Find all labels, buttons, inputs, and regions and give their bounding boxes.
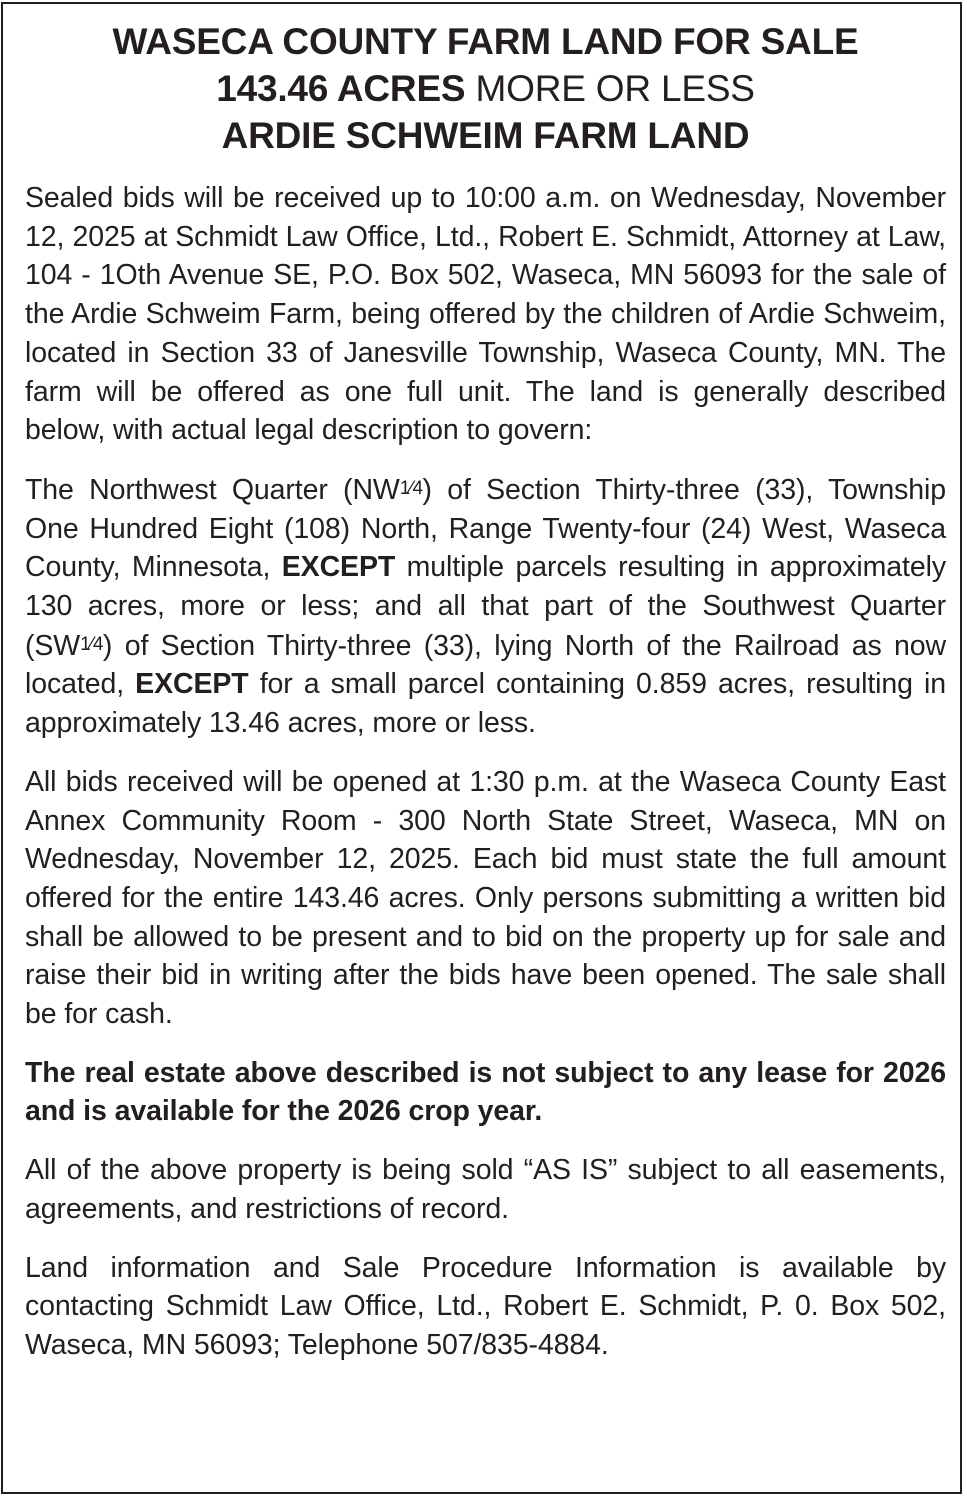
legal-desc-text-4: ) of Section Thirty-three (33), lying North of the Railroad as now located, xyxy=(25,629,946,701)
bid-submission-paragraph: Sealed bids will be received up to 10:00 a.m. on Wednesday, November 12, 2025 at Schmidt Law Office, Ltd., Robert E. Schmidt, Attorney at Law, 104 - 1Oth Avenue SE, P.O. Box 502, Waseca, MN 56093 for the sale of the Ardie Schweim Farm, being offered by the children of Ardie Schweim, located in Section 33 of Janesville Township, Waseca County, MN. The farm will be offered as one full unit. The land is generally described below, with actual legal description to govern: xyxy=(25,182,946,447)
headline-title: WASECA COUNTY FARM LAND FOR SALE xyxy=(112,21,859,62)
legal-desc-text-5: for a small parcel containing 0.859 acres, resulting in approximately 13.46 acres, more or less. xyxy=(25,668,947,740)
except-label-1: EXCEPT xyxy=(281,551,396,584)
bid-opening-paragraph: All bids received will be opened at 1:30 p.m. at the Waseca County East Annex Community Room - 300 North State Street, Waseca, MN on Wednesday, November 12, 2025. Each bid must state the full amount offered for the entire 143.46 acres. Only persons submitting a written bid shall be allowed to be present and to bid on the property up for sale and raise their bid in writing after the bids have been opened. The sale shall be for cash. xyxy=(25,765,946,1031)
lease-notice-paragraph: The real estate above described is not subject to any lease for 2026 and is available for the 2026 crop year. xyxy=(25,1056,946,1128)
headline-acreage-bold: 143.46 ACRES xyxy=(216,68,466,109)
legal-notice-content xyxy=(25,18,946,1365)
as-is-paragraph: All of the above property is being sold “AS IS” subject to all easements, agreements, and restrictions of record. xyxy=(25,1154,946,1225)
legal-desc-text-3: multiple parcels resulting in approximately 130 acres, more or less; and all that part of the Southwest Quarter (SW xyxy=(25,551,947,662)
headline xyxy=(25,18,946,159)
headline-acreage xyxy=(25,65,946,112)
legal-desc-text-2: ) of Section Thirty-three (33), Township One Hundred Eight (108) North, Range Twenty-four (24) West, Waseca County, Minnesota, xyxy=(25,473,947,584)
except-label-2: EXCEPT xyxy=(135,668,249,701)
legal-notice-frame xyxy=(1,2,962,1494)
headline-acreage-normal: MORE OR LESS xyxy=(465,68,755,109)
legal-desc-text-1: The Northwest Quarter (NW xyxy=(25,473,400,506)
headline-farm-name: ARDIE SCHWEIM FARM LAND xyxy=(221,115,750,156)
fraction-quarter-1: 1⁄4 xyxy=(399,477,423,499)
legal-description-paragraph xyxy=(25,470,946,743)
contact-paragraph: Land information and Sale Procedure Information is available by contacting Schmidt Law Office, Ltd., Robert E. Schmidt, P. 0. Box 502, Waseca, MN 56093; Telephone 507/835-4884. xyxy=(25,1251,946,1361)
fraction-quarter-2: 1⁄4 xyxy=(80,633,103,655)
